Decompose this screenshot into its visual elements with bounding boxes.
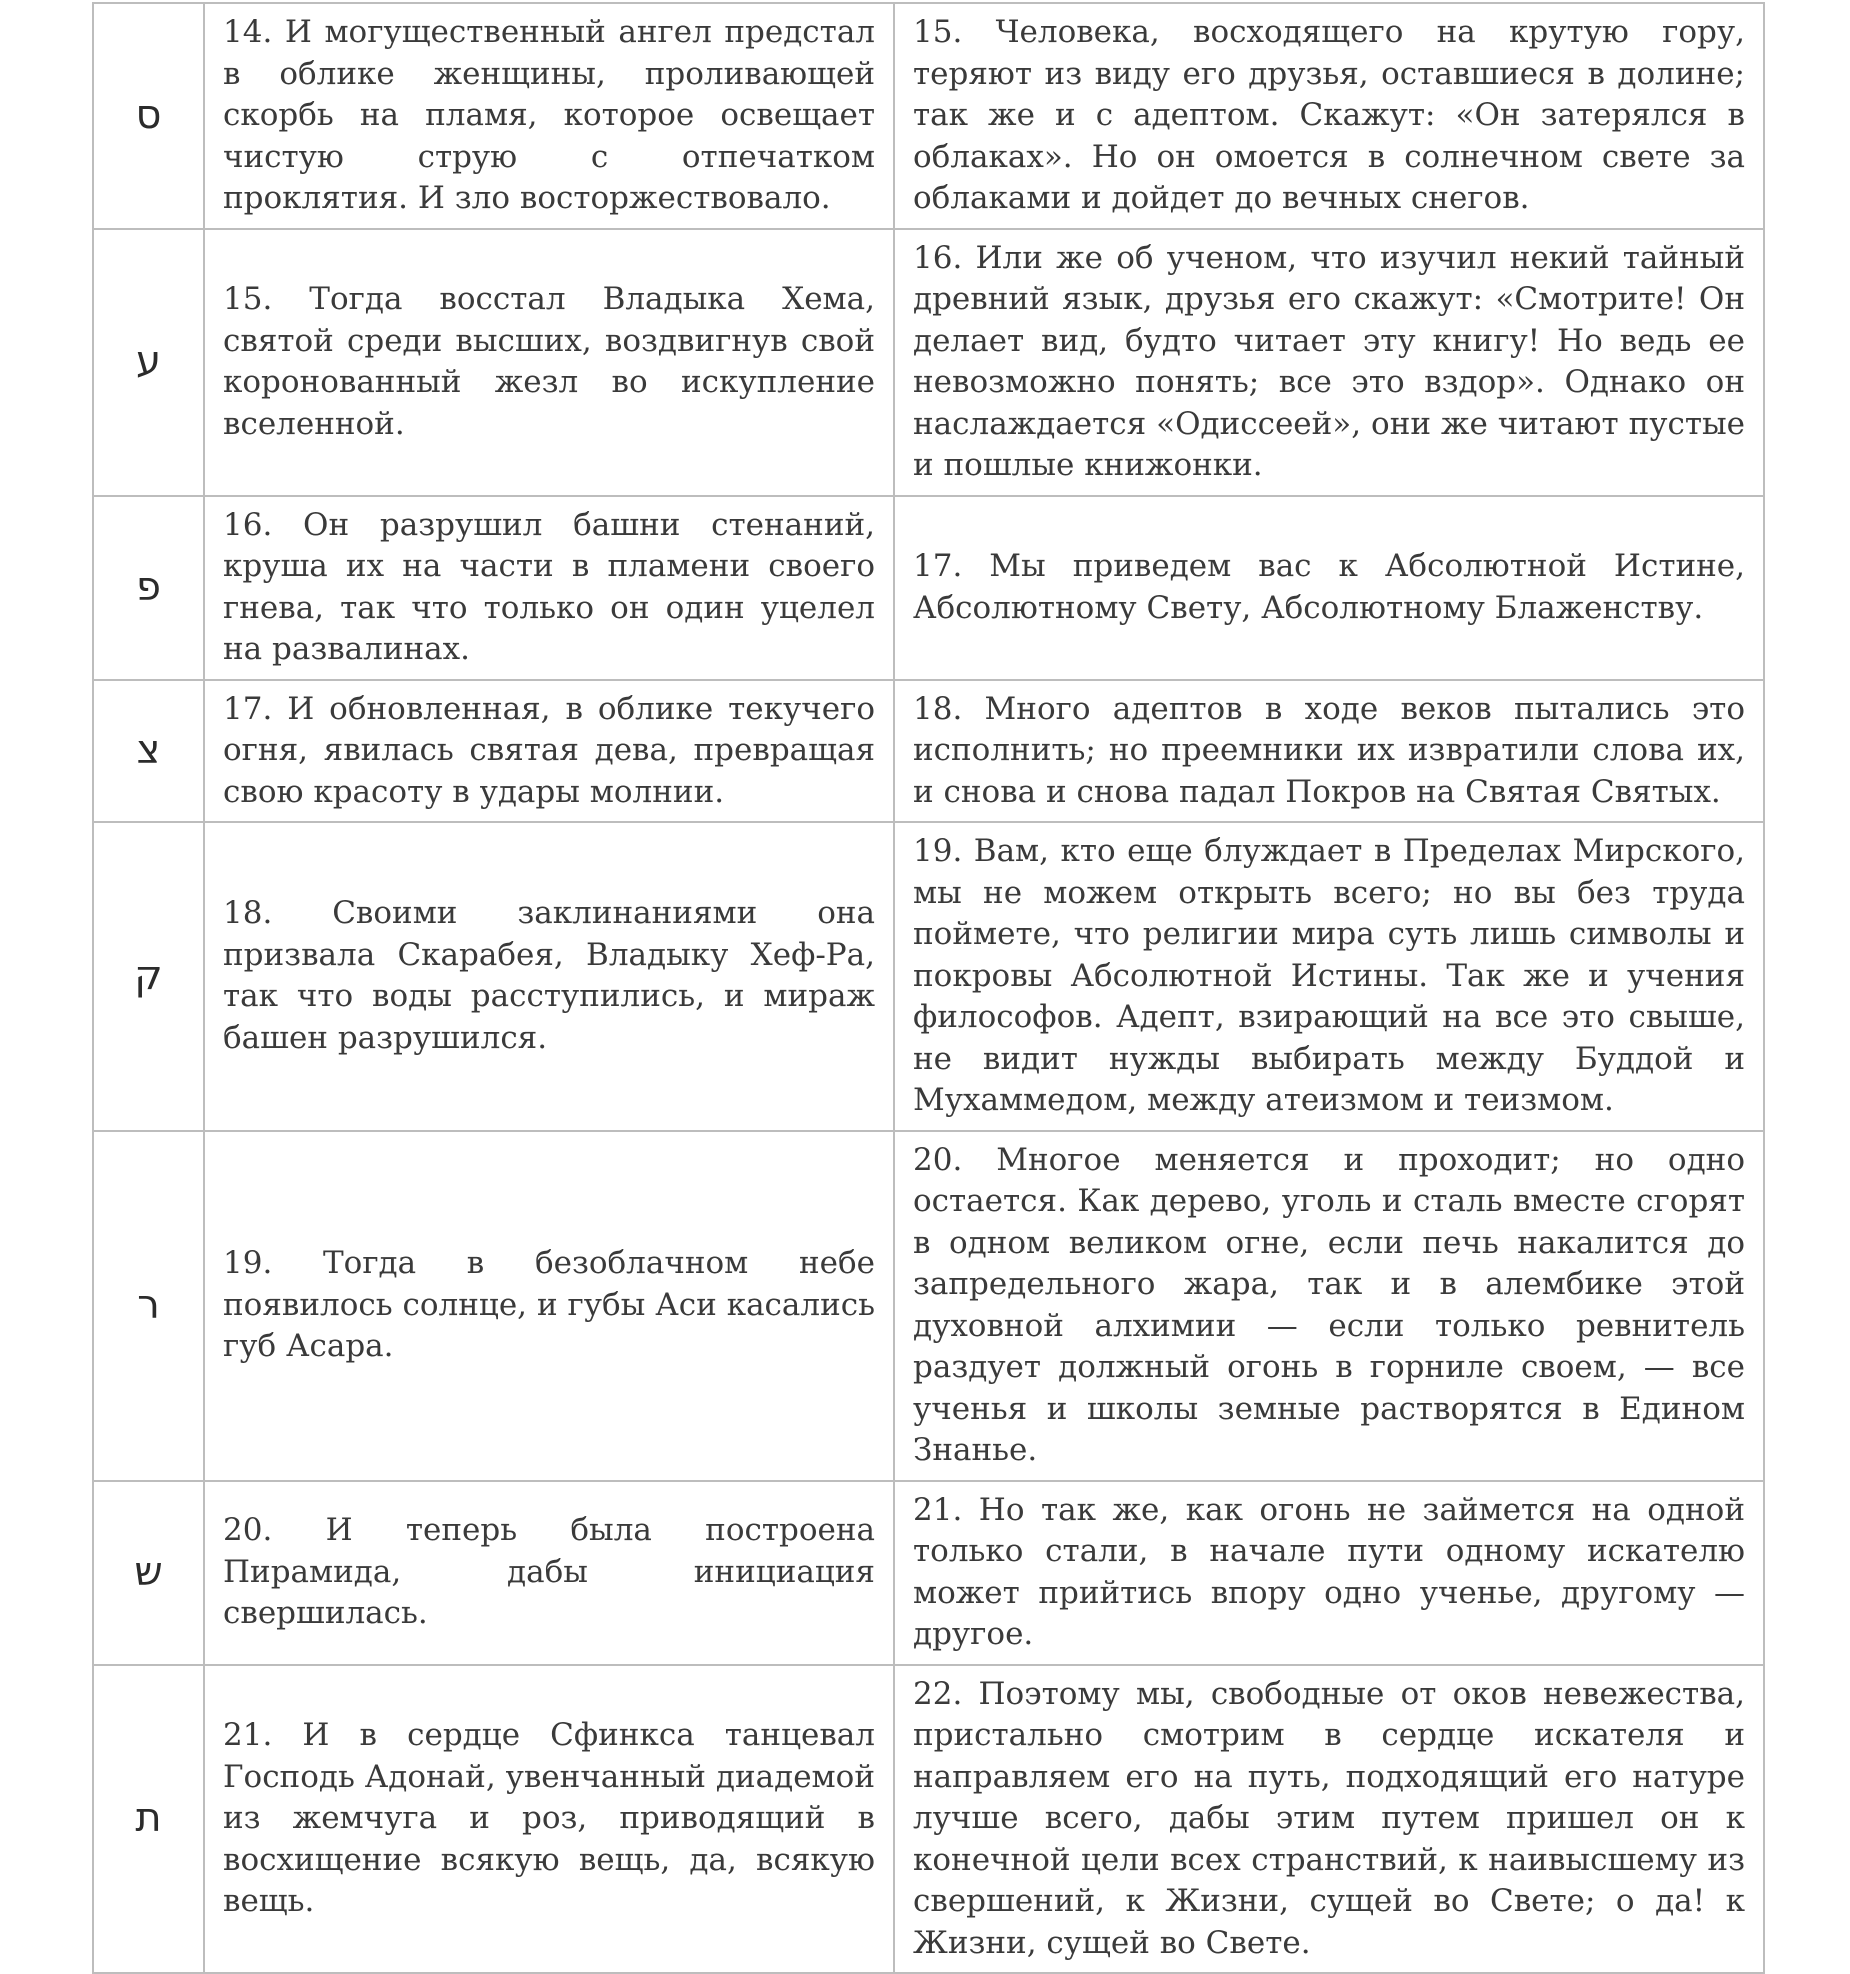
table-row [93, 1131, 1764, 1481]
right-verse-18: 18. Много адептов в ходе веков пытались это исполнить; но преемники их извратили слова их, и снова и снова падал Покров на Святая Святых. [894, 680, 1764, 823]
table-row [93, 680, 1764, 823]
hebrew-letter-qof: ק [93, 822, 204, 1131]
hebrew-letter-tav: ת [93, 1665, 204, 1974]
right-verse-22: 22. Поэтому мы, свободные от оков невежества, пристально смотрим в сердце искателя и направляем его на путь, подходящий его натуре лучше всего, дабы этим путем пришел он к конечной цели всех странствий, к наивысшему из свершений, к Жизни, сущей во Свете; о да! к Жизни, сущей во Свете. [894, 1665, 1764, 1974]
hebrew-letter-resh: ר [93, 1131, 204, 1481]
left-verse-21: 21. И в сердце Сфинкса танцевал Господь Адонай, увенчанный диадемой из жемчуга и роз, приводящий в восхищение всякую вещь, да, всякую вещь. [204, 1665, 894, 1974]
left-verse-16: 16. Он разрушил башни стенаний, круша их на части в пламени своего гнева, так что только он один уцелел на развалинах. [204, 496, 894, 680]
hebrew-letter-tsadi: צ [93, 680, 204, 823]
right-verse-19: 19. Вам, кто еще блуждает в Пределах Мирского, мы не можем открыть всего; но вы без труда поймете, что религии мира суть лишь символы и покровы Абсолютной Истины. Так же и учения философов. Адепт, взирающий на все это свыше, не видит нужды выбирать между Буддой и Мухаммедом, между атеизмом и теизмом. [894, 822, 1764, 1131]
right-verse-15: 15. Человека, восходящего на крутую гору, теряют из виду его друзья, оставшиеся в долине; так же и с адептом. Скажут: «Он затерялся в облаках». Но он омоется в солнечном свете за облаками и дойдет до вечных снегов. [894, 3, 1764, 229]
left-verse-14: 14. И могущественный ангел предстал в облике женщины, проливающей скорбь на пламя, которое освещает чистую струю с отпечатком проклятия. И зло восторжествовало. [204, 3, 894, 229]
hebrew-letter-samekh: ס [93, 3, 204, 229]
right-verse-20: 20. Многое меняется и проходит; но одно остается. Как дерево, уголь и сталь вместе сгорят в одном великом огне, если печь накалится до запредельного жара, так и в алембике этой духовной алхимии — если только ревнитель раздует должный огонь в горниле своем, — все ученья и школы земные растворятся в Едином Знанье. [894, 1131, 1764, 1481]
table-row [93, 1481, 1764, 1665]
right-verse-16: 16. Или же об ученом, что изучил некий тайный древний язык, друзья его скажут: «Смотрите! Он делает вид, будто читает эту книгу! Но ведь ее невозможно понять; все это вздор». Однако он наслаждается «Одиссеей», они же читают пустые и пошлые книжонки. [894, 229, 1764, 496]
table-row [93, 229, 1764, 496]
table-row [93, 822, 1764, 1131]
left-verse-18: 18. Своими заклинаниями она призвала Скарабея, Владыку Хеф-Ра, так что воды расступились, и мираж башен разрушился. [204, 822, 894, 1131]
table-row [93, 3, 1764, 229]
left-verse-20: 20. И теперь была построена Пирамида, дабы инициация свершилась. [204, 1481, 894, 1665]
verses-table [92, 2, 1765, 1974]
left-verse-17: 17. И обновленная, в облике текучего огня, явилась святая дева, превращая свою красоту в удары молнии. [204, 680, 894, 823]
hebrew-letter-shin: ש [93, 1481, 204, 1665]
table-row [93, 496, 1764, 680]
hebrew-letter-ayin: ע [93, 229, 204, 496]
left-verse-15: 15. Тогда восстал Владыка Хема, святой среди высших, воздвигнув свой коронованный жезл во искупление вселенной. [204, 229, 894, 496]
left-verse-19: 19. Тогда в безоблачном небе появилось солнце, и губы Аси касались губ Асара. [204, 1131, 894, 1481]
right-verse-17: 17. Мы приведем вас к Абсолютной Истине, Абсолютному Свету, Абсолютному Блаженству. [894, 496, 1764, 680]
hebrew-letter-pe: פ [93, 496, 204, 680]
right-verse-21: 21. Но так же, как огонь не займется на одной только стали, в начале пути одному искателю может прийтись впору одно ученье, другому — другое. [894, 1481, 1764, 1665]
table-row [93, 1665, 1764, 1974]
